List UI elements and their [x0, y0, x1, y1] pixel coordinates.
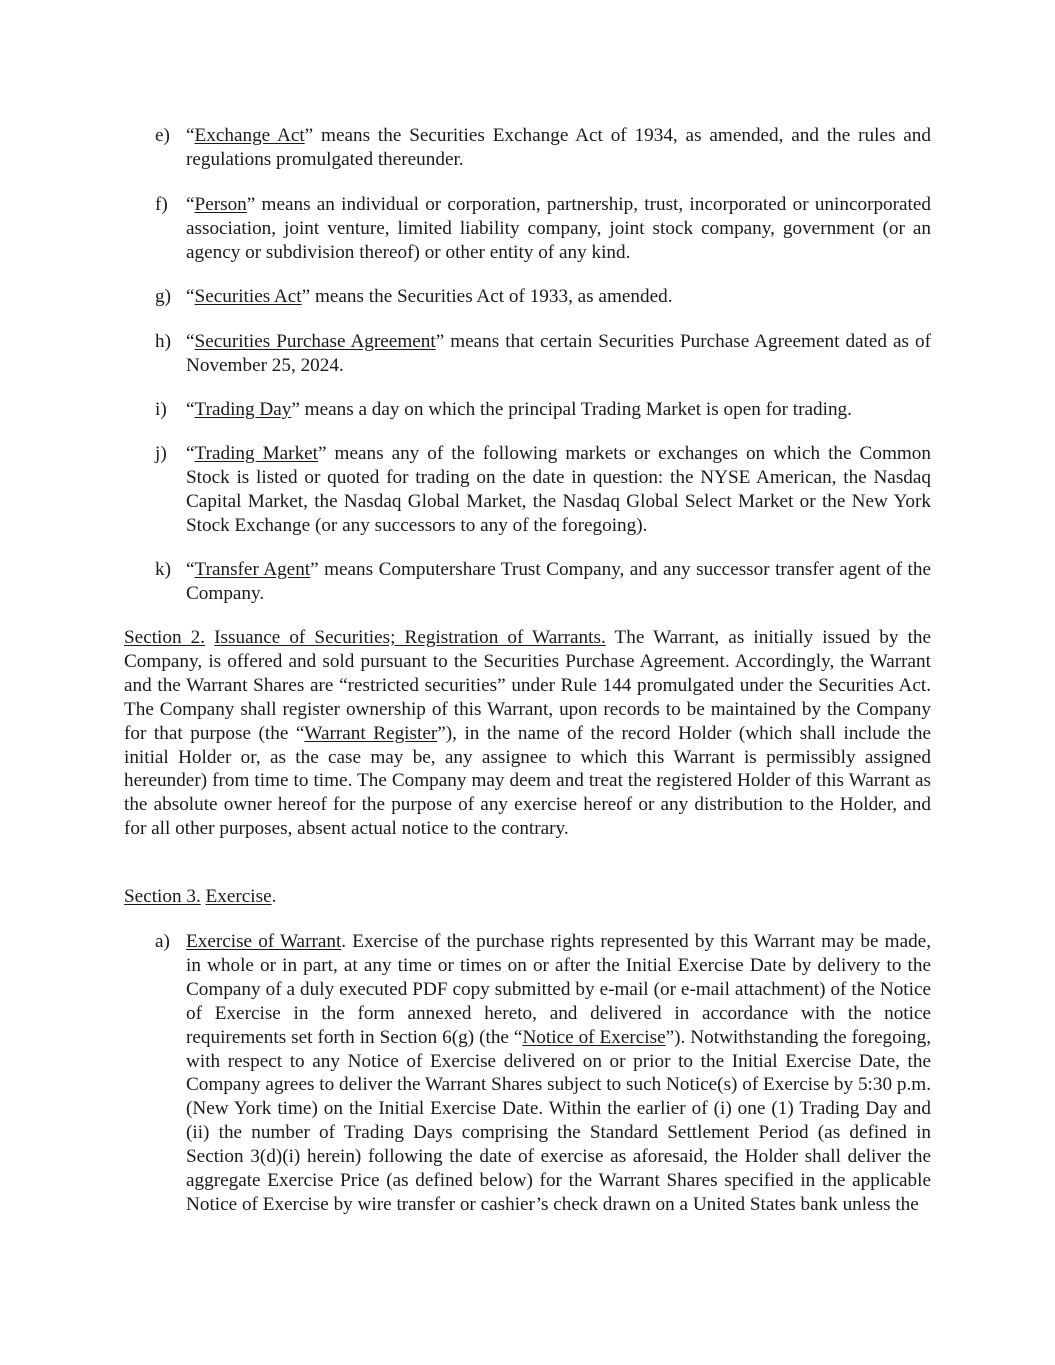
- section-3-heading: Section 3. Exercise.: [124, 886, 277, 907]
- definition-body: “Trading Market” means any of the following markets or exchanges on which the Common Stock is listed or quoted for trading on the date in question: the NYSE American, the Nasdaq Capital Market, the Nasdaq Global Market, the Nasdaq Global Select Market or the New York Stock Exchange (or any successors to any of the foregoing).: [186, 443, 931, 536]
- defined-term: Trading Day: [194, 399, 292, 420]
- definition-label: h): [155, 331, 171, 352]
- section-number: Section 3.: [124, 886, 201, 907]
- definition-label: f): [155, 194, 168, 215]
- definition-label: e): [155, 125, 170, 146]
- item-label: a): [155, 931, 170, 952]
- defined-term: Securities Act: [194, 286, 302, 307]
- defined-term: Securities Purchase Agreement: [194, 331, 436, 352]
- definition-body: “Securities Act” means the Securities Act of 1933, as amended.: [186, 286, 673, 307]
- definition-label: g): [155, 286, 171, 307]
- definition-body: “Exchange Act” means the Securities Exchange Act of 1934, as amended, and the rules and regulations promulgated thereunder.: [186, 125, 931, 170]
- defined-term: Person: [194, 194, 247, 215]
- definition-body: “Person” means an individual or corporation, partnership, trust, incorporated or unincorporated association, joint venture, limited liability company, joint stock company, government (or an agency or subdivision thereof) or other entity of any kind.: [186, 194, 931, 263]
- definition-label: i): [155, 399, 167, 420]
- section-2-paragraph: Section 2. Issuance of Securities; Registration of Warrants. The Warrant, as initially issued by the Company, is offered and sold pursuant to the Securities Purchase Agreement. Accordingly, the Warrant and the Warrant Shares are “restricted securities” under Rule 144 promulgated under the Securities Act. The Company shall register ownership of this Warrant, upon records to be maintained by the Company for that purpose (the “Warrant Register”), in the name of the record Holder (which shall include the initial Holder or, as the case may be, any assignee to which this Warrant is permissibly assigned hereunder) from time to time. The Company may deem and treat the registered Holder of this Warrant as the absolute owner hereof for the purpose of any exercise hereof or any distribution to the Holder, and for all other purposes, absent actual notice to the contrary.: [124, 627, 932, 840]
- defined-term: Notice of Exercise: [522, 1026, 666, 1048]
- section-number: Section 2.: [124, 627, 206, 648]
- defined-term: Exchange Act: [194, 125, 305, 146]
- section-heading: Exercise: [205, 886, 272, 907]
- defined-term: Warrant Register: [304, 722, 438, 744]
- definition-label: k): [155, 559, 171, 580]
- definition-body: “Trading Day” means a day on which the principal Trading Market is open for trading.: [186, 399, 852, 420]
- definition-label: j): [155, 443, 167, 464]
- definition-body: “Transfer Agent” means Computershare Trust Company, and any successor transfer agent of the Company.: [186, 559, 932, 604]
- defined-term: Trading Market: [194, 443, 319, 464]
- definition-body: “Securities Purchase Agreement” means that certain Securities Purchase Agreement dated as of November 25, 2024.: [186, 331, 932, 376]
- item-body: Exercise of Warrant. Exercise of the purchase rights represented by this Warrant may be made, in whole or in part, at any time or times on or after the Initial Exercise Date by delivery to the Company of a duly executed PDF copy submitted by e-mail (or e-mail attachment) of the Notice of Exercise in the form annexed hereto, and delivered in accordance with the notice requirements set forth in Section 6(g) (the “Notice of Exercise”). Notwithstanding the foregoing, with respect to any Notice of Exercise delivered on or prior to the Initial Exercise Date, the Company agrees to deliver the Warrant Shares subject to such Notice(s) of Exercise by 5:30 p.m. (New York time) on the Initial Exercise Date. Within the earlier of (i) one (1) Trading Day and (ii) the number of Trading Days comprising the Standard Settlement Period (as defined in Section 3(d)(i) herein) following the date of exercise as aforesaid, the Holder shall deliver the aggregate Exercise Price (as defined below) for the Warrant Shares specified in the applicable Notice of Exercise by wire transfer or cashier’s check drawn on a United States bank unless the: [186, 931, 932, 1215]
- section-heading: Issuance of Securities; Registration of Warrants.: [214, 627, 606, 648]
- defined-term: Transfer Agent: [194, 559, 311, 580]
- item-title: Exercise of Warrant: [186, 931, 342, 952]
